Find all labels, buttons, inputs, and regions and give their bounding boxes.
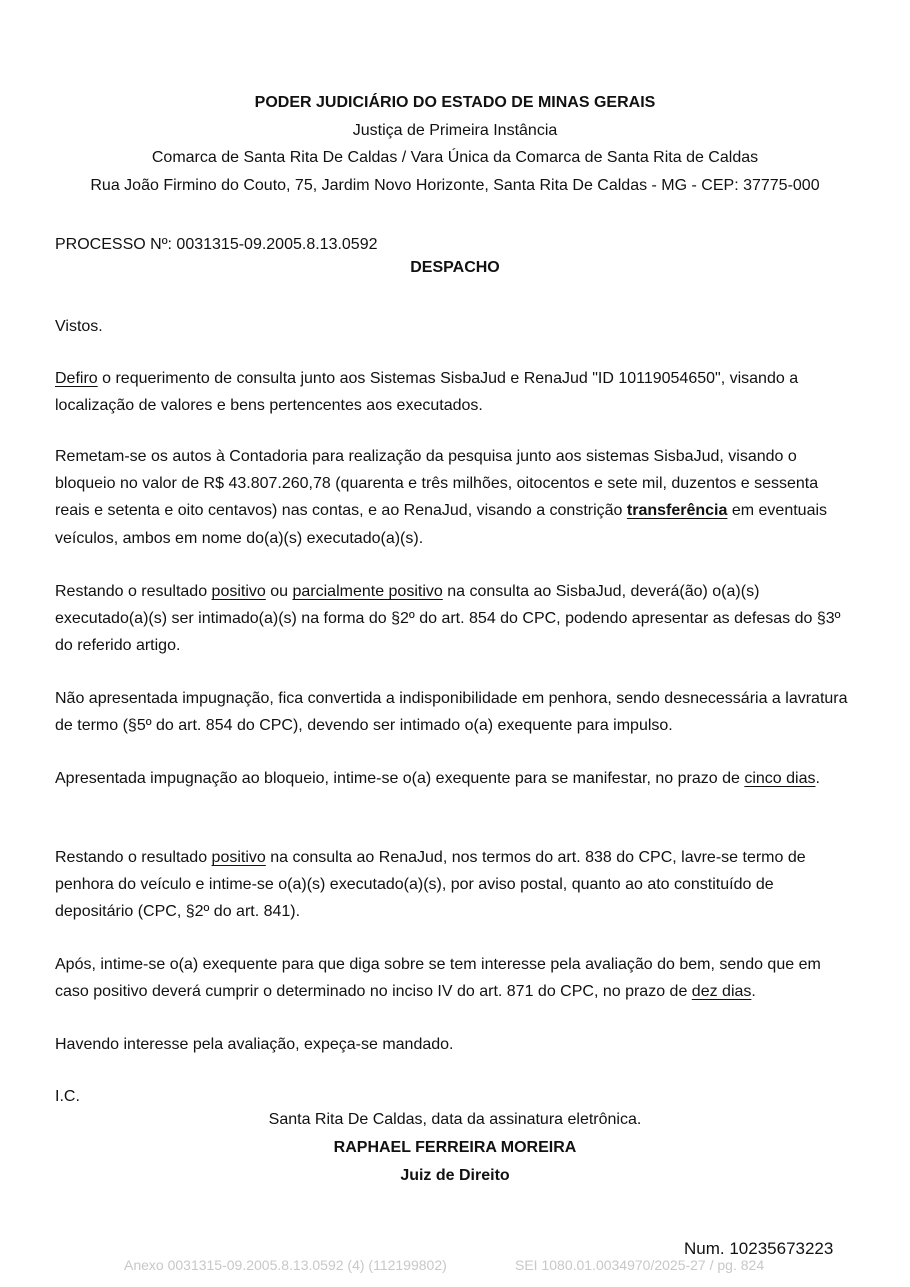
paragraph-ic: I.C. xyxy=(55,1088,80,1105)
document-number: Num. 10235673223 xyxy=(684,1239,834,1258)
paragraph-impugnacao: Não apresentada impugnação, fica convertida a indisponibilidade em penhora, sendo desnecessária a lavratura de termo (§5º do art. 854 do CPC), devendo ser intimado o(a) exequente para impulso. xyxy=(55,690,848,735)
sei-page-reference: SEI 1080.01.0034970/2025-27 / pg. 824 xyxy=(515,1257,765,1273)
underlined-term: transferência xyxy=(626,502,728,520)
district-line: Comarca de Santa Rita De Caldas / Vara Única da Comarca de Santa Rita de Caldas xyxy=(151,149,759,166)
underlined-term: dez dias xyxy=(691,983,752,1001)
paragraph-renajud-result: Restando o resultado positivo na consulta ao RenaJud, nos termos do art. 838 do CPC, lavre-se termo de penhora do veículo e intime-se o(a)(s) executado(a)(s), por aviso postal, quanto ao ato constituído de depositário (CPC, §2º do art. 841). xyxy=(55,849,806,921)
paragraph-sisbajud-result: Restando o resultado positivo ou parcialmente positivo na consulta ao SisbaJud, deverá(ão) o(a)(s) executado(a)(s) ser intimado(a)(s) na forma do §2º do art. 854 do CPC, podendo apresentar as defesas do §3º do referido artigo. xyxy=(55,583,841,655)
annex-reference: Anexo 0031315-09.2005.8.13.0592 (4) (112199802) xyxy=(124,1257,447,1273)
place-date: Santa Rita De Caldas, data da assinatura eletrônica. xyxy=(268,1111,642,1128)
paragraph-avaliacao: Após, intime-se o(a) exequente para que diga sobre se tem interesse pela avaliação do bem, sendo que em caso positivo deverá cumprir o determinado no inciso IV do art. 871 do CPC, no prazo de dez dias. xyxy=(55,956,821,1001)
document-type: DESPACHO xyxy=(410,259,500,276)
instance-line: Justiça de Primeira Instância xyxy=(352,122,558,139)
underlined-term: cinco dias xyxy=(744,770,816,787)
underlined-term: Defiro xyxy=(55,370,98,387)
paragraph-mandado: Havendo interesse pela avaliação, expeça-se mandado. xyxy=(55,1036,454,1053)
paragraph-remetam: Remetam-se os autos à Contadoria para realização da pesquisa junto aos sistemas SisbaJud, visando o bloqueio no valor de R$ 43.807.260,78 (quarenta e três milhões, oitocentos e sete mil, duzentos e sessenta reais e setenta e oito centavos) nas contas, e ao RenaJud, visando a constrição transferência em eventuais veículos, ambos em nome do(a)(s) executado(a)(s). xyxy=(55,448,828,547)
underlined-term: positivo xyxy=(211,583,266,600)
judge-role: Juiz de Direito xyxy=(400,1167,510,1184)
paragraph-apresentada: Apresentada impugnação ao bloqueio, intime-se o(a) exequente para se manifestar, no prazo de cinco dias. xyxy=(55,770,820,787)
underlined-term: parcialmente positivo xyxy=(292,583,443,600)
paragraph-defiro: Defiro o requerimento de consulta junto aos Sistemas SisbaJud e RenaJud "ID 10119054650", visando a localização de valores e bens pertencentes aos executados. xyxy=(55,370,799,415)
court-title: PODER JUDICIÁRIO DO ESTADO DE MINAS GERAIS xyxy=(254,94,656,111)
process-number: PROCESSO Nº: 0031315-09.2005.8.13.0592 xyxy=(55,236,378,253)
judge-name: RAPHAEL FERREIRA MOREIRA xyxy=(333,1139,577,1156)
paragraph-vistos: Vistos. xyxy=(55,318,103,335)
address-line: Rua João Firmino do Couto, 75, Jardim Novo Horizonte, Santa Rita De Caldas - MG - CEP: 37775-000 xyxy=(90,177,820,194)
underlined-term: positivo xyxy=(211,849,266,866)
